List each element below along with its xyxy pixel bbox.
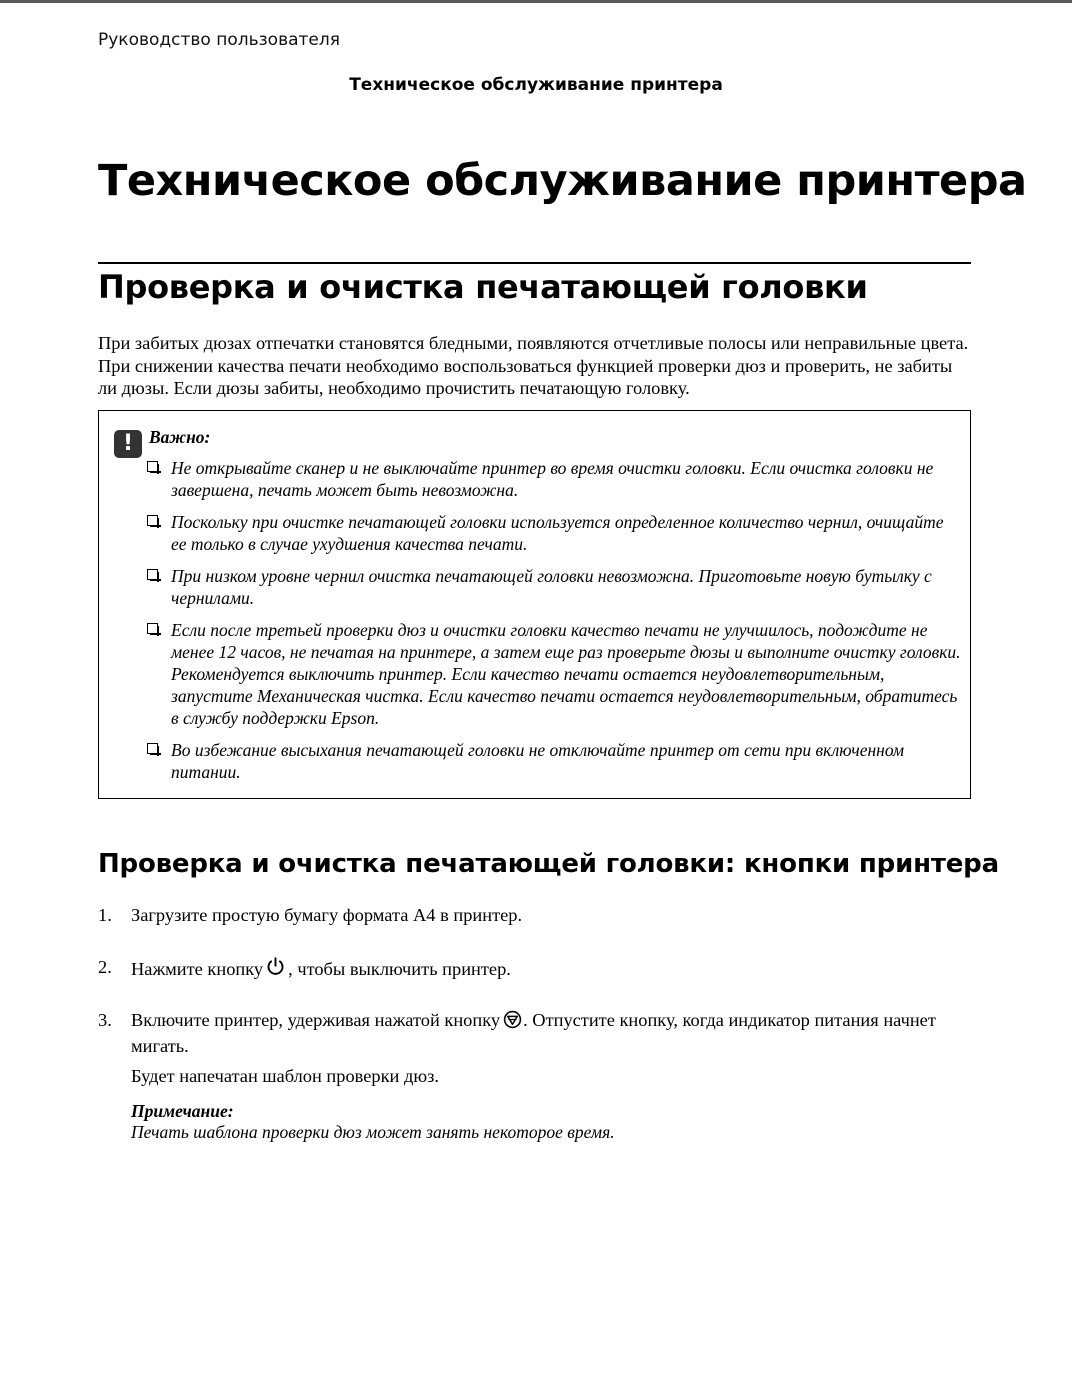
checkbox-bullet-icon	[147, 623, 158, 634]
checkbox-bullet-icon	[147, 743, 158, 754]
checkbox-bullet-icon	[147, 569, 158, 580]
section-head: Техническое обслуживание принтера	[349, 75, 723, 95]
step-number: 2.	[98, 957, 112, 977]
important-item	[147, 511, 962, 555]
note-label: Примечание:	[131, 1101, 234, 1121]
checkbox-bullet-icon	[147, 461, 158, 472]
note-text: Печать шаблона проверки дюз может занять некоторое время.	[131, 1122, 615, 1142]
step-text: Загрузите простую бумагу формата А4 в принтер.	[131, 905, 523, 925]
checkbox-bullet-icon	[147, 515, 158, 526]
step-text-after: . Отпустите кнопку, когда индикатор питания начнет мигать.	[131, 1010, 936, 1056]
stop-icon	[503, 1010, 522, 1035]
important-item-text: Во избежание высыхания печатающей головки не отключайте принтер от сети при включенном питании.	[171, 740, 905, 782]
warning-icon: !	[114, 430, 142, 458]
top-border	[0, 0, 1072, 3]
important-item	[147, 619, 962, 729]
section-divider	[98, 262, 971, 264]
section-title: Проверка и очистка печатающей головки	[98, 268, 868, 306]
important-item	[147, 457, 962, 501]
intro-paragraph: При забитых дюзах отпечатки становятся бледными, появляются отчетливые полосы или неправильные цвета. При снижении качества печати необходимо воспользоваться функцией проверки дюз и проверить, не забиты ли дюзы. Если дюзы забиты, необходимо прочистить печатающую головку.	[98, 333, 969, 398]
chapter-title: Техническое обслуживание принтера	[98, 156, 1027, 206]
important-item-text: При низком уровне чернил очистка печатающей головки невозможна. Приготовьте новую бутылку с чернилами.	[171, 566, 932, 608]
important-label: Важно:	[149, 427, 211, 447]
step-text-after: , чтобы выключить принтер.	[288, 959, 511, 979]
important-item	[147, 565, 962, 609]
power-icon	[265, 956, 286, 983]
step-number: 1.	[98, 905, 112, 925]
step-text-before: Нажмите кнопку	[131, 959, 264, 979]
important-item-text: Не открывайте сканер и не выключайте принтер во время очистки головки. Если очистка головки не завершена, печать может быть невозможна.	[171, 458, 934, 500]
subsection-title: Проверка и очистка печатающей головки: кнопки принтера	[98, 849, 999, 879]
important-item-text: Поскольку при очистке печатающей головки используется определенное количество чернил, очищайте ее только в случае ухудшения качества печати.	[171, 512, 944, 554]
step-result: Будет напечатан шаблон проверки дюз.	[131, 1066, 439, 1086]
step-number: 3.	[98, 1010, 112, 1030]
step-text	[131, 1009, 972, 1058]
important-item	[147, 739, 962, 783]
step-text-before: Включите принтер, удерживая нажатой кнопку	[131, 1010, 501, 1030]
important-box	[98, 410, 971, 799]
important-item-text: Если после третьей проверки дюз и очистки головки качество печати не улучшилось, подождите не менее 12 часов, не печатая на принтере, а затем еще раз проверьте дюзы и выполните очистку головки. Рекомендуется выключить принтер. Если качество печати остается неудовлетворительным, запустите Механическая чистка. Если качество печати остается неудовлетворительным, обратитесь в службу поддержки Epson.	[171, 620, 961, 728]
step-text	[131, 956, 972, 983]
important-list	[147, 457, 962, 793]
running-head: Руководство пользователя	[98, 30, 340, 50]
